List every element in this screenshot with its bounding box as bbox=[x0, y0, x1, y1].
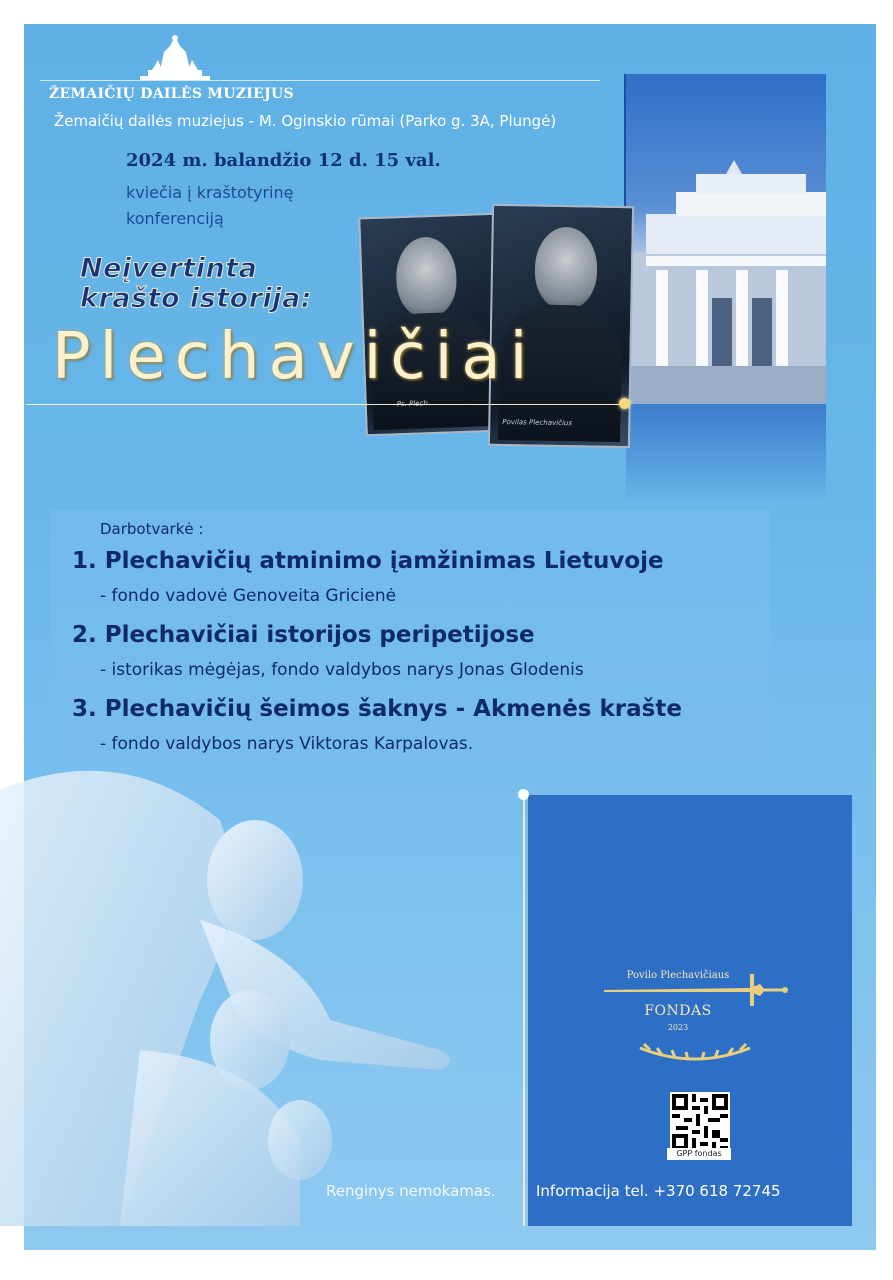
palace-fade bbox=[626, 404, 826, 504]
qr-caption: GPP fondas bbox=[667, 1148, 731, 1160]
photo-caption-right: Povilas Plechavičius bbox=[502, 417, 573, 428]
title-line-2: krašto istorija: bbox=[80, 283, 313, 314]
agenda-speaker-1: - fondo vadovė Genoveita Gricienė bbox=[100, 586, 397, 606]
agenda-label: Darbotvarkė : bbox=[100, 520, 204, 538]
title-dot bbox=[619, 398, 630, 409]
fund-divider bbox=[523, 795, 525, 1226]
logo-underline bbox=[40, 80, 600, 81]
title-main: Plechavičiai bbox=[52, 320, 537, 394]
event-invite: kviečia į kraštotyrinę konferenciją bbox=[126, 183, 294, 228]
footer-free-entry: Renginys nemokamas. bbox=[326, 1182, 496, 1200]
title-line-1: Neįvertinta bbox=[80, 253, 258, 284]
agenda-item-1: 1. Plechavičių atminimo įamžinimas Lietuvoje bbox=[72, 548, 664, 574]
sculpture-logo-icon bbox=[130, 32, 220, 84]
portrait-face bbox=[534, 227, 597, 310]
fund-dot bbox=[518, 789, 529, 800]
portrait-face bbox=[395, 236, 458, 318]
agenda-item-3: 3. Plechavičių šeimos šaknys - Akmenės krašte bbox=[72, 696, 682, 722]
title-small bbox=[80, 254, 312, 314]
qr-code[interactable] bbox=[670, 1092, 730, 1152]
qr-code-icon bbox=[672, 1094, 728, 1150]
agenda-item-2: 2. Plechavičiai istorijos peripetijose bbox=[72, 622, 535, 648]
fund-year: 2023 bbox=[667, 1023, 689, 1032]
footer-contact-info: Informacija tel. +370 618 72745 bbox=[536, 1182, 781, 1200]
palace-photo bbox=[626, 74, 826, 404]
event-datetime: 2024 m. balandžio 12 d. 15 val. bbox=[126, 150, 441, 171]
agenda-speaker-3: - fondo valdybos narys Viktoras Karpalovas. bbox=[100, 734, 474, 754]
fund-name: FONDAS bbox=[644, 1003, 712, 1019]
agenda-speaker-2: - istorikas mėgėjas, fondo valdybos narys Jonas Glodenis bbox=[100, 660, 584, 680]
fund-title-top: Povilo Plechavičiaus bbox=[626, 970, 730, 981]
museum-name: ŽEMAIČIŲ DAILĖS MUZIEJUS bbox=[49, 86, 294, 102]
title-underline bbox=[26, 404, 626, 405]
venue-address: Žemaičių dailės muziejus - M. Oginskio rūmai (Parko g. 3A, Plungė) bbox=[54, 112, 557, 130]
